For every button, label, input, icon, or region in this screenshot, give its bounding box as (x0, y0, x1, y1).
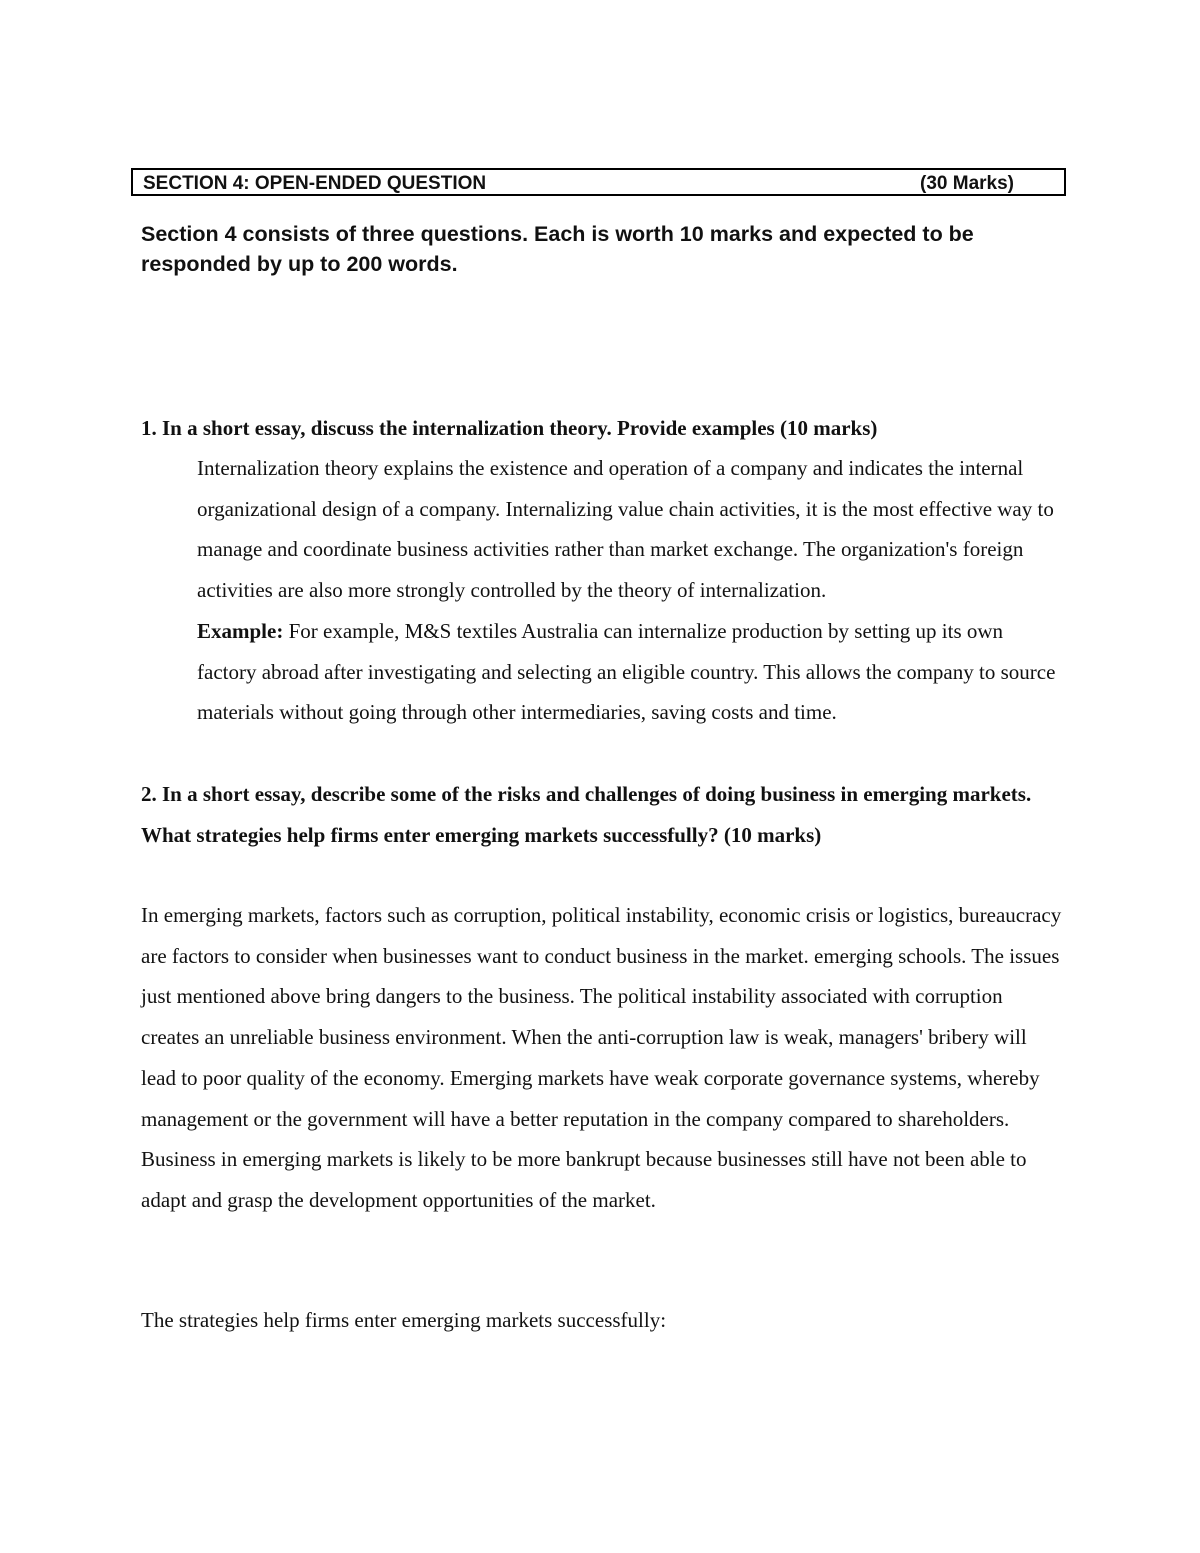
question-2-title: 2. In a short essay, describe some of the risks and challenges of doing business in emerging markets. What strategies help firms enter emerging markets successfully? (10 marks) (141, 782, 1032, 847)
example-label: Example: (197, 619, 284, 643)
question-2-answer-paragraph: In emerging markets, factors such as corruption, political instability, economic crisis or logistics, bureaucracy are factors to consider when businesses want to conduct business in the market. emerging schools. The issues just mentioned above bring dangers to the business. The political instability associated with corruption creates an unreliable business environment. When the anti-corruption law is weak, managers' bribery will lead to poor quality of the economy. Emerging markets have weak corporate governance systems, whereby management or the government will have a better reputation in the company compared to shareholders. Business in emerging markets is likely to be more bankrupt because businesses still have not been able to adapt and grasp the development opportunities of the market. (141, 903, 1062, 1212)
section-title: SECTION 4: OPEN-ENDED QUESTION (143, 173, 487, 194)
section-instructions: Section 4 consists of three questions. Each is worth 10 marks and expected to be responded by up to 200 words. (141, 222, 974, 276)
question-1-example-wrapper (141, 611, 1066, 733)
section-header-box (131, 168, 1066, 196)
question-1-answer-paragraph (141, 448, 1066, 611)
question-1-title: 1. In a short essay, discuss the internalization theory. Provide examples (10 marks) (141, 416, 878, 440)
question-1-example-paragraph (141, 611, 1066, 733)
section-marks: (30 Marks) (920, 173, 1014, 194)
example-text: For example, M&S textiles Australia can internalize production by setting up its own factory abroad after investigating and selecting an eligible country. This allows the company to source materials without going through other intermediaries, saving costs and time. (197, 619, 1056, 725)
question-2-strategies-intro: The strategies help firms enter emerging markets successfully: (141, 1308, 667, 1332)
question-1-answer-text: Internalization theory explains the existence and operation of a company and indicates the internal organizational design of a company. Internalizing value chain activities, it is the most effective way to manage and coordinate business activities rather than market exchange. The organization's foreign activities are also more strongly controlled by the theory of internalization. (197, 456, 1054, 603)
